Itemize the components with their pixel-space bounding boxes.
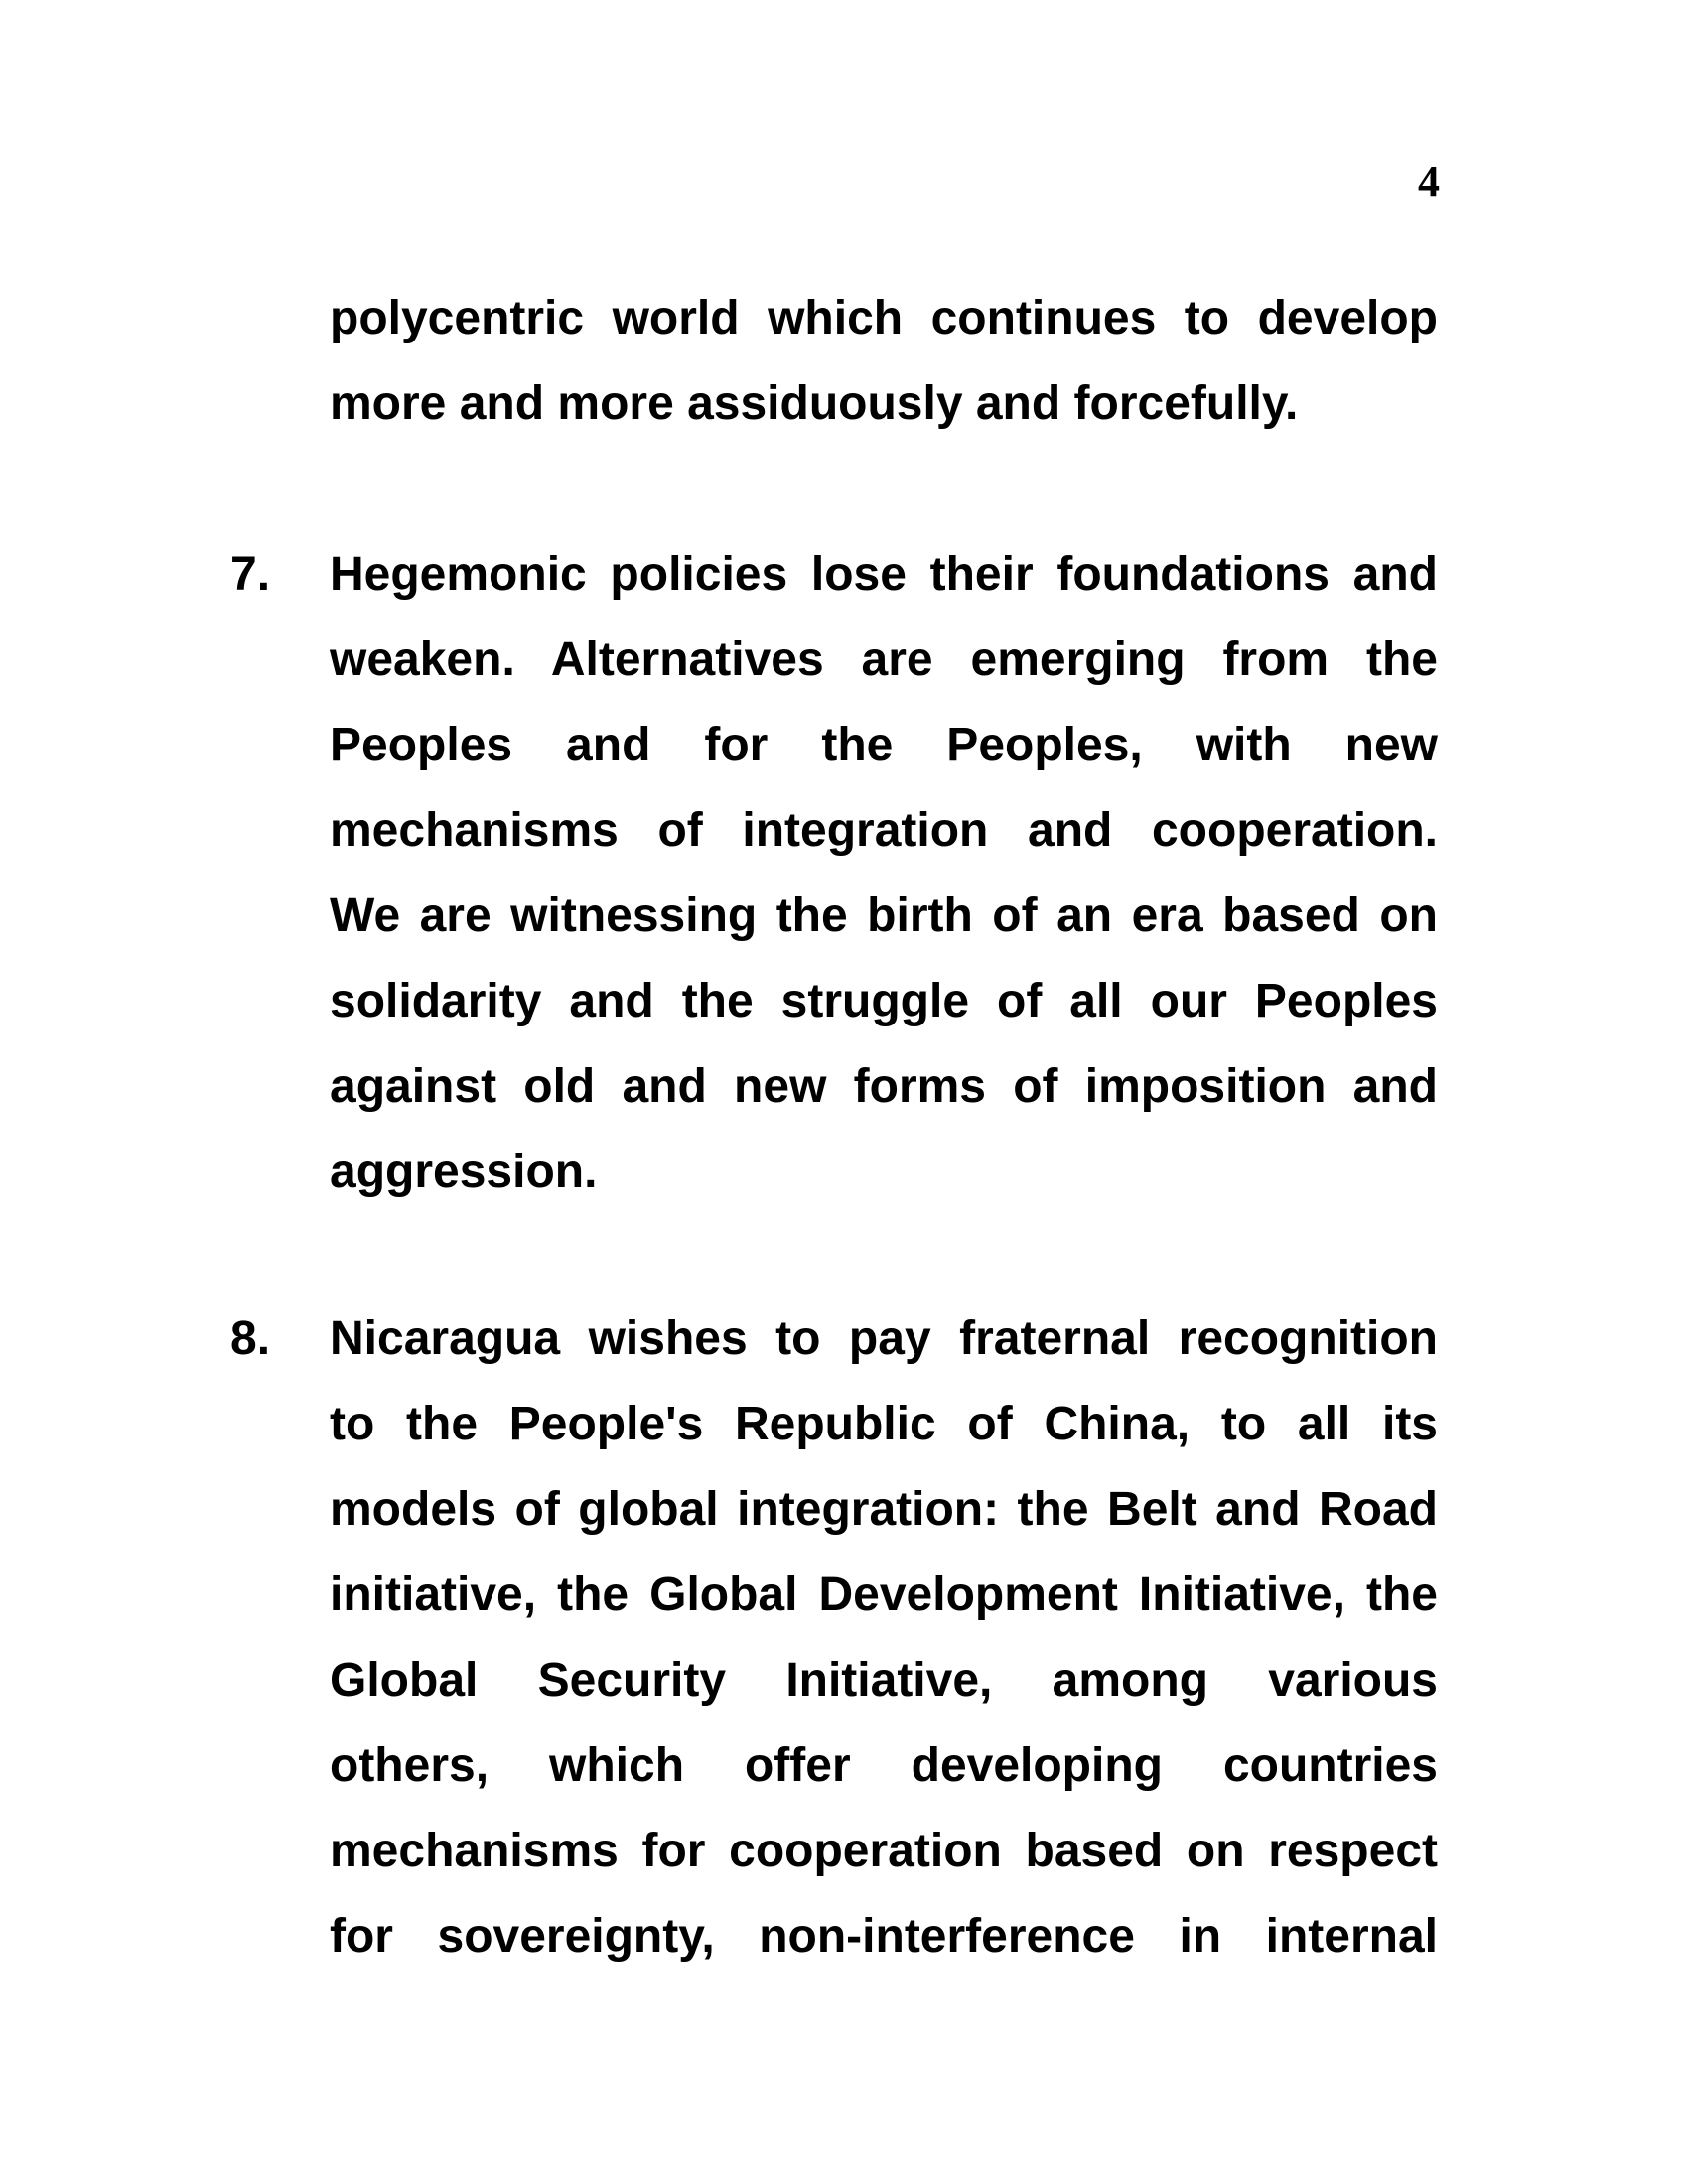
text-line: more and more assiduously and forcefully.	[330, 377, 1299, 430]
text-line: aggression.	[330, 1146, 598, 1198]
paragraph-number: 8.	[230, 1312, 271, 1365]
text-line: mechanisms of integration and cooperation.	[330, 804, 1438, 857]
paragraph-8	[230, 1297, 1438, 1979]
text-line: for sovereignty, non-interference in internal	[330, 1910, 1438, 1963]
text-line: to the People's Republic of China, to all its	[330, 1398, 1438, 1450]
continuation-paragraph	[330, 276, 1438, 447]
text-line: others, which offer developing countries	[330, 1739, 1438, 1792]
text-line: solidarity and the struggle of all our Peoples	[330, 975, 1438, 1027]
text-line: Global Security Initiative, among various	[330, 1654, 1438, 1706]
paragraph-number: 7.	[230, 548, 271, 601]
text-line: against old and new forms of imposition and	[330, 1060, 1438, 1113]
paragraph-7	[230, 532, 1438, 1215]
text-line: Peoples and for the Peoples, with new	[330, 719, 1438, 771]
text-line: models of global integration: the Belt and Road	[330, 1483, 1438, 1536]
text-line: Hegemonic policies lose their foundations and	[330, 548, 1438, 601]
page-number: 4	[1418, 157, 1440, 205]
text-line: We are witnessing the birth of an era based on	[330, 889, 1438, 942]
text-line: Nicaragua wishes to pay fraternal recognition	[330, 1312, 1438, 1365]
text-line: polycentric world which continues to develop	[330, 292, 1438, 344]
text-line: initiative, the Global Development Initiative, the	[330, 1569, 1438, 1621]
text-line: weaken. Alternatives are emerging from the	[330, 633, 1438, 686]
text-line: mechanisms for cooperation based on respect	[330, 1825, 1438, 1877]
